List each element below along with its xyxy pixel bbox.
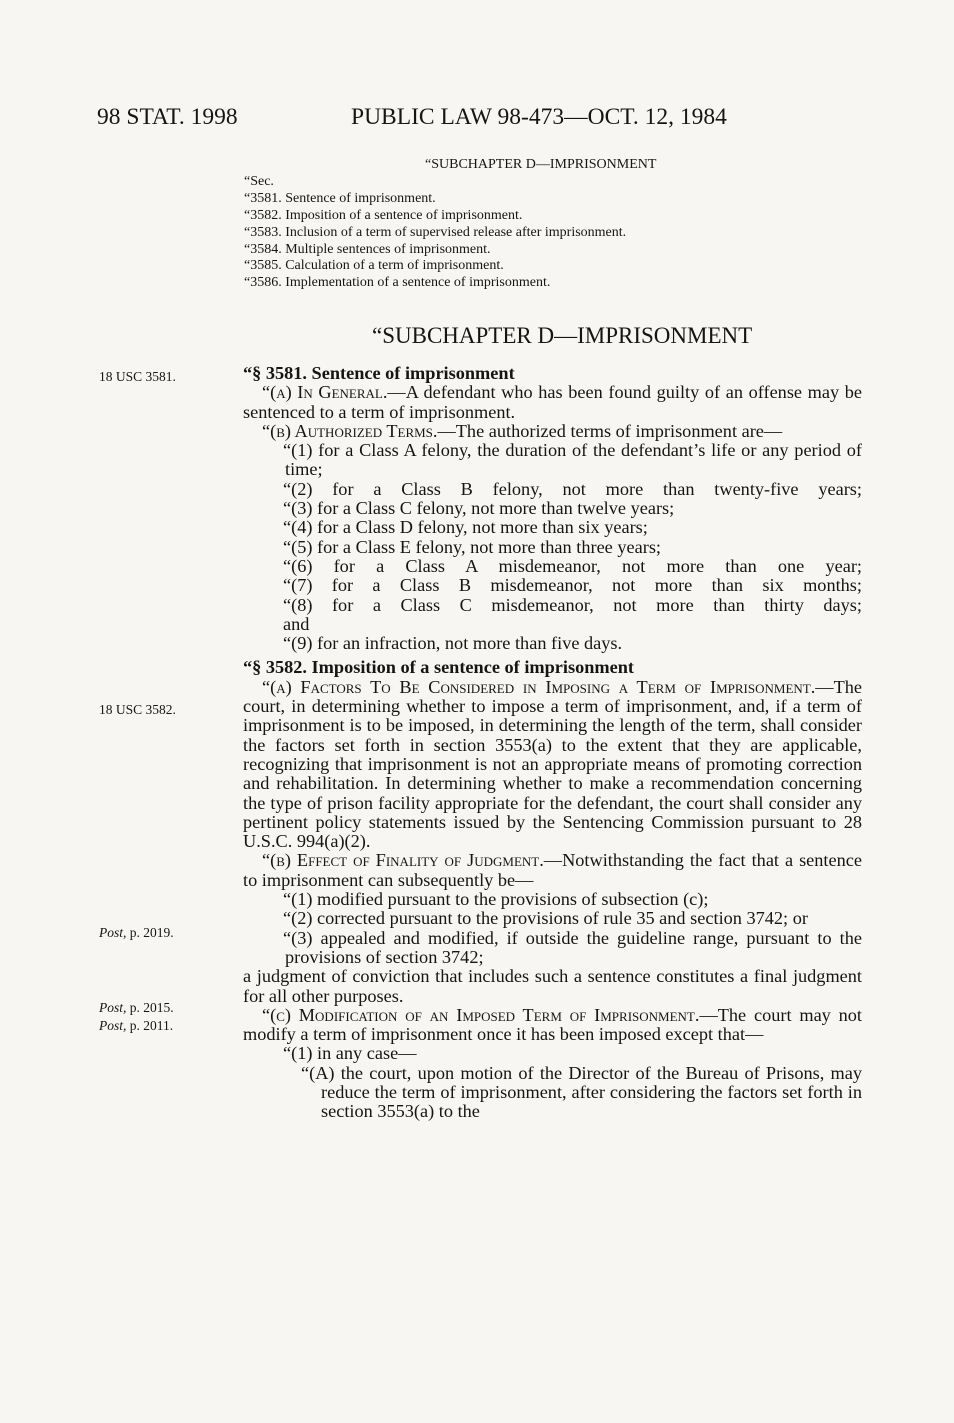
list-connector: and <box>283 613 310 634</box>
paragraph-3582-b-2: “(2) corrected pursuant to the provisions of rule 35 and section 3742; or <box>283 908 808 929</box>
section-heading-3581: “§ 3581. Sentence of imprisonment <box>243 363 515 383</box>
margin-note-usc-3582: 18 USC 3582. <box>99 702 176 717</box>
list-item: “(1) for a Class A felony, the duration of the defendant’s life or any period of time; <box>283 440 862 480</box>
list-item: “(4) for a Class D felony, not more than six years; <box>283 517 648 538</box>
list-item: “(7) for a Class B misdemeanor, not more than six months; <box>283 575 862 596</box>
list-item: “(6) for a Class A misdemeanor, not more than one year; <box>283 555 862 576</box>
subsection-text: —The court may not modify a term of imprisonment once it has been imposed except that— <box>243 1004 863 1045</box>
statute-body <box>243 364 862 1122</box>
public-law-citation: PUBLIC LAW 98-473—OCT. 12, 1984 <box>351 104 727 130</box>
subsection-label: “(a) In General. <box>262 382 388 403</box>
subsection-3581-a <box>243 383 862 422</box>
list-item: “(5) for a Class E felony, not more than three years; <box>283 536 662 557</box>
margin-note-page: p. 2019. <box>126 925 174 940</box>
section-heading-3582: “§ 3582. Imposition of a sentence of imprisonment <box>243 657 635 678</box>
margin-note-label: Post, <box>99 1000 127 1015</box>
list-item: “(2) for a Class B felony, not more than twenty-five years; <box>283 478 862 499</box>
margin-note-usc-3581: 18 USC 3581. <box>99 369 176 384</box>
paragraph-3582-c-1: “(1) in any case— <box>283 1043 417 1064</box>
subsection-text: —The court, in determining whether to impose a term of imprisonment, and, if a term of imprisonment is to be imposed, in determining the length of the term, shall consider the factors set forth in section 3553(a) to the extent that they are applicable, recognizing that imprisonment is not an appropriate means of promoting correction and rehabilitation. In determining whether to make a recommendation concerning the type of prison facility appropriate for the defendant, the court shall consider any pertinent policy statements issued by the Sentencing Commission pursuant to 28 U.S.C. 994(a)(2). <box>243 676 862 852</box>
toc-item: “3584. Multiple sentences of imprisonment. <box>244 241 491 257</box>
toc-title: “SUBCHAPTER D—IMPRISONMENT <box>425 157 657 172</box>
paragraph-3582-b-3: “(3) appealed and modified, if outside the guideline range, pursuant to the provisions of section 3742; <box>283 927 862 967</box>
list-item: “(8) for a Class C misdemeanor, not more than thirty days; <box>283 594 862 615</box>
toc-item: “3583. Inclusion of a term of supervised release after imprisonment. <box>244 224 627 240</box>
list-item: “(9) for an infraction, not more than five days. <box>283 633 623 654</box>
toc-item: “3585. Calculation of a term of imprisonment. <box>244 258 504 274</box>
subsection-3581-b <box>243 422 862 441</box>
stat-page-number: 98 STAT. 1998 <box>97 104 238 130</box>
paragraph-3582-b-tail: a judgment of conviction that includes such a sentence constitutes a final judgment for all other purposes. <box>243 966 862 1006</box>
toc-item: “3582. Imposition of a sentence of imprisonment. <box>244 207 523 223</box>
toc-item: “3586. Implementation of a sentence of imprisonment. <box>244 275 551 291</box>
toc-sec-label: “Sec. <box>244 173 274 189</box>
subsection-label: “(c) Modification of an Imposed Term of Imprisonment. <box>262 1004 700 1025</box>
subsection-text: —A defendant who has been found guilty of an offense may be sentenced to a term of imprisonment. <box>243 382 862 422</box>
margin-note-post-2015 <box>99 1000 174 1016</box>
subsection-3582-a <box>243 678 862 852</box>
margin-note-label: Post, <box>99 925 127 940</box>
subsection-text: —The authorized terms of imprisonment are— <box>437 420 783 441</box>
list-item: “(3) for a Class C felony, not more than twelve years; <box>283 498 675 519</box>
subparagraph-3582-c-1-A: “(A) the court, upon motion of the Director of the Bureau of Prisons, may reduce the term of imprisonment, after considering the factors set forth in section 3553(a) to the <box>301 1062 862 1122</box>
margin-note-post-2011 <box>99 1018 173 1034</box>
margin-note-page: p. 2011. <box>126 1018 174 1033</box>
subsection-label: “(b) Effect of Finality of Judgment. <box>262 850 544 871</box>
subsection-label: “(b) Authorized Terms. <box>262 420 438 441</box>
toc-item: “3581. Sentence of imprisonment. <box>244 190 436 206</box>
margin-note-post-2019 <box>99 925 174 941</box>
subsection-3582-b <box>243 851 862 890</box>
paragraph-3582-b-1: “(1) modified pursuant to the provisions of subsection (c); <box>283 889 709 910</box>
margin-note-label: Post, <box>99 1018 127 1033</box>
margin-note-page: p. 2015. <box>126 1000 174 1015</box>
subchapter-heading: “SUBCHAPTER D—IMPRISONMENT <box>372 323 753 348</box>
table-of-contents <box>244 157 764 292</box>
subsection-3582-c <box>243 1006 862 1045</box>
running-header <box>97 104 794 136</box>
subsection-text: —Notwithstanding the fact that a sentence to imprisonment can subsequently be— <box>243 850 862 890</box>
subsection-label: “(a) Factors To Be Considered in Imposing a Term of Imprisonment. <box>262 676 816 697</box>
